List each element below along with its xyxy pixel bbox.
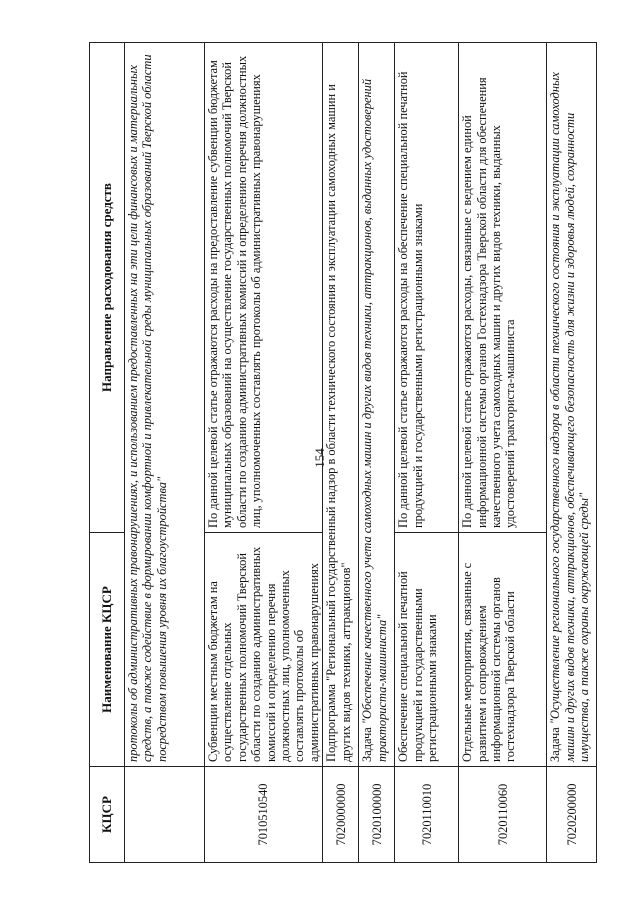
header-name: Наименование КЦСР xyxy=(90,533,125,767)
code-cell: 7020200000 xyxy=(547,767,597,863)
table-row xyxy=(205,43,323,863)
direction-cell: По данной целевой статье отражаются расходы на обеспечение специальной печатной продукцией и государственными регистрационными знаками xyxy=(395,43,459,533)
page-number: 154 xyxy=(312,448,327,468)
rotated-page xyxy=(89,43,592,863)
task-label: Задача xyxy=(360,727,375,762)
code-cell xyxy=(125,767,205,863)
direction-cell: По данной целевой статье отражаются расходы, связанные с ведением единой информационной системы органов Гостехнадзора Тверской области для обеспечения качественного учета самоходных машин и других видов техники, выданных удостоверений тракториста-машиниста xyxy=(459,43,547,533)
task-label: Задача xyxy=(548,727,563,762)
name-cell: Обеспечение специальной печатной продукцией и государственными регистрационными знаками xyxy=(395,533,459,767)
code-cell: 7020100000 xyxy=(359,767,395,863)
task-cell xyxy=(547,43,597,767)
table-row xyxy=(359,43,395,863)
task-text: "Осуществление регионального государственного надзора в области технического состояния и эксплуатации самоходных машин и других видов техники, аттракционов, обеспечивающего безопасность для жизни и здоровья людей, сохранности имущества, а также охраны окружающей среды" xyxy=(548,72,592,762)
task-cell xyxy=(359,43,395,767)
table-header-row xyxy=(90,43,125,863)
table-row xyxy=(125,43,205,863)
task-text: "Обеспечение качественного учета самоходных машин и других видов техники, аттракционов, выданных удостоверений тракториста-машиниста" xyxy=(360,78,389,762)
table-row xyxy=(323,43,359,863)
table-row xyxy=(395,43,459,863)
direction-cell: По данной целевой статье отражаются расходы на предоставление субвенции бюджетам муниципальных образований на осуществление государственных полномочий Тверской области по созданию административных комиссий и определению перечня должностных лиц, уполномоченных составлять протоколы об административных правонарушениях xyxy=(205,43,323,533)
header-code: КЦСР xyxy=(90,767,125,863)
code-cell: 7010510540 xyxy=(205,767,323,863)
table-row xyxy=(459,43,547,863)
subprogram-cell: Подпрограмма "Региональный государственный надзор в области технического состояния и эксплуатации самоходных машин и других видов техники, аттракционов" xyxy=(323,43,359,767)
code-cell: 7020000000 xyxy=(323,767,359,863)
budget-code-table xyxy=(89,42,597,863)
merged-text-cell: протоколы об административных правонарушениях, и использованием предоставленных на эти цели финансовых и материальных средств, а также содействие в формировании комфортной и привлекательной среды муниципальных образований Тверской области посредством повышения уровня их благоустройства" xyxy=(125,43,205,767)
table-row xyxy=(547,43,597,863)
code-cell: 7020110060 xyxy=(459,767,547,863)
name-cell: Субвенции местным бюджетам на осуществление отдельных государственных полномочий Тверской области по созданию административных комиссий и определению перечня должностных лиц, уполномоченных составлять протоколы об административных правонарушениях xyxy=(205,533,323,767)
header-direction: Направление расходования средств xyxy=(90,43,125,533)
name-cell: Отдельные мероприятия, связанные с развитием и сопровождением информационной системы органов гостехнадзора Тверской области xyxy=(459,533,547,767)
code-cell: 7020110010 xyxy=(395,767,459,863)
